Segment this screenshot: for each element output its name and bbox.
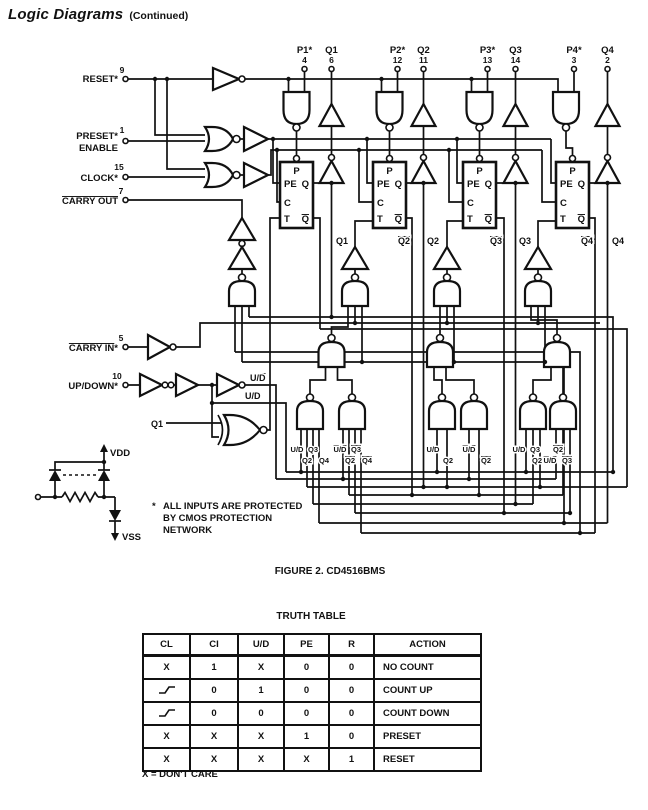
- cell-cl: X: [143, 656, 190, 680]
- cell-ci: 0: [190, 679, 238, 702]
- cell-ud: 0: [238, 702, 284, 725]
- svg-text:T: T: [560, 214, 566, 225]
- svg-text:Q3: Q3: [529, 445, 541, 454]
- left-pin-labels: [62, 65, 125, 392]
- decode-nand-gates: [297, 394, 576, 429]
- svg-text:T: T: [467, 214, 473, 225]
- cell-ud: X: [238, 748, 284, 771]
- svg-text:PE: PE: [284, 179, 297, 190]
- svg-text:NETWORK: NETWORK: [163, 525, 213, 536]
- pin-number: 10: [112, 371, 122, 381]
- cell-ud: X: [238, 725, 284, 748]
- pin-number: 15: [114, 162, 124, 172]
- pin-label: Q2: [417, 45, 430, 56]
- pin-label-preset: PRESET*: [76, 131, 118, 142]
- svg-text:Q2: Q2: [427, 236, 440, 246]
- pin-number: 5: [118, 333, 124, 343]
- up-down-inverters: [140, 374, 245, 396]
- rail-labels: [336, 236, 624, 246]
- pin-number: 11: [419, 55, 428, 65]
- buffer-clock: [244, 163, 268, 187]
- cell-ci: 1: [190, 656, 238, 680]
- svg-text:P: P: [569, 166, 576, 177]
- svg-text:Q2: Q2: [344, 456, 356, 465]
- pin-label-enable: ENABLE: [78, 143, 118, 154]
- svg-text:Q4: Q4: [580, 236, 593, 246]
- cell-ci: X: [190, 725, 238, 748]
- truth-table: [142, 633, 482, 772]
- table-row: [143, 725, 481, 748]
- svg-text:PE: PE: [377, 179, 390, 190]
- title-text: Logic Diagrams: [8, 6, 124, 23]
- svg-text:C: C: [377, 198, 384, 209]
- pin-label-reset: RESET*: [82, 74, 118, 85]
- pin-number: 14: [510, 55, 521, 65]
- bubble: [233, 172, 240, 179]
- cell-pe: X: [284, 748, 329, 771]
- truth-table-header-row: [143, 634, 481, 656]
- vdd-arrow: [100, 444, 108, 452]
- truth-table-title: TRUTH TABLE: [276, 611, 346, 622]
- pin-number: 3: [571, 55, 577, 65]
- svg-text:Q2: Q2: [552, 445, 564, 454]
- vss-label: VSS: [122, 532, 142, 543]
- svg-text:Q4: Q4: [612, 236, 625, 246]
- figure-caption: FIGURE 2. CD4516BMS: [274, 566, 386, 577]
- pin-label: Q4: [601, 45, 614, 56]
- cell-cl: [143, 679, 190, 702]
- cell-r: 0: [329, 702, 374, 725]
- table-row: [143, 748, 481, 771]
- top-pin-labels: [297, 45, 615, 65]
- svg-text:P: P: [386, 166, 393, 177]
- svg-text:Q3: Q3: [561, 456, 573, 465]
- cell-r: 0: [329, 679, 374, 702]
- svg-text:Q: Q: [394, 214, 402, 225]
- col-header: CI: [190, 634, 238, 656]
- svg-text:Q: Q: [577, 179, 585, 190]
- ud-bar-label: U/D: [250, 373, 266, 383]
- pin-label-carry-out: CARRY OUT: [62, 196, 118, 207]
- q1-label: Q1: [150, 419, 163, 429]
- svg-text:T: T: [284, 214, 290, 225]
- col-header: U/D: [238, 634, 284, 656]
- col-header: CL: [143, 634, 190, 656]
- svg-text:Q2: Q2: [531, 456, 543, 465]
- vss-arrow: [111, 533, 119, 541]
- col-header: PE: [284, 634, 329, 656]
- svg-text:Q: Q: [301, 214, 309, 225]
- svg-text:PE: PE: [560, 179, 573, 190]
- vdd-label: VDD: [110, 448, 131, 459]
- bubble: [239, 76, 245, 82]
- table-row: [143, 656, 481, 680]
- pin-label-carry-in: CARRY IN*: [68, 343, 118, 354]
- svg-text:U/D: U/D: [543, 456, 557, 465]
- pin-label: P1*: [296, 45, 313, 56]
- cell-cl: X: [143, 748, 190, 771]
- table-footnote: X = DON'T CARE: [142, 769, 218, 780]
- nor-preset: [205, 127, 233, 151]
- svg-text:ALL INPUTS ARE PROTECTED: ALL INPUTS ARE PROTECTED: [163, 501, 303, 512]
- pin-number: 1: [119, 125, 125, 135]
- buffer-preset: [244, 127, 268, 151]
- carry-out-chain: [229, 218, 255, 306]
- svg-text:Q: Q: [301, 179, 309, 190]
- cell-pe: 0: [284, 679, 329, 702]
- ud-label: U/D: [245, 391, 261, 401]
- svg-text:Q3: Q3: [307, 445, 319, 454]
- pin-label: P4*: [566, 45, 582, 56]
- cell-action: COUNT DOWN: [374, 702, 481, 725]
- svg-text:U/D: U/D: [426, 445, 440, 454]
- pin-number: 9: [119, 65, 125, 75]
- svg-text:Q2: Q2: [480, 456, 492, 465]
- svg-text:Q3: Q3: [519, 236, 532, 246]
- title-continued: (Continued): [129, 10, 189, 22]
- svg-text:BY CMOS PROTECTION: BY CMOS PROTECTION: [163, 513, 273, 524]
- svg-text:P: P: [476, 166, 483, 177]
- svg-text:Q3: Q3: [350, 445, 362, 454]
- svg-text:Q: Q: [484, 179, 492, 190]
- cell-pe: 0: [284, 656, 329, 680]
- svg-text:C: C: [467, 198, 474, 209]
- col-header: ACTION: [374, 634, 481, 656]
- svg-text:P: P: [293, 166, 300, 177]
- svg-text:T: T: [377, 214, 383, 225]
- pin-number: 7: [118, 186, 124, 196]
- svg-text:Q: Q: [394, 179, 402, 190]
- svg-text:Q: Q: [577, 214, 585, 225]
- rising-edge-icon: [158, 708, 176, 718]
- svg-text:Q2: Q2: [442, 456, 454, 465]
- cell-cl: X: [143, 725, 190, 748]
- svg-text:C: C: [560, 198, 567, 209]
- pin-label-up-down: UP/DOWN*: [68, 381, 118, 392]
- toggle-chains: [342, 247, 551, 306]
- col-header: R: [329, 634, 374, 656]
- resistor: [62, 493, 98, 502]
- svg-text:Q2: Q2: [397, 236, 410, 246]
- cell-r: 0: [329, 725, 374, 748]
- svg-text:U/D: U/D: [333, 445, 347, 454]
- inverter-reset: [213, 68, 239, 90]
- cell-action: RESET: [374, 748, 481, 771]
- svg-text:Q4: Q4: [318, 456, 330, 465]
- svg-text:Q2: Q2: [301, 456, 313, 465]
- svg-text:U/D: U/D: [462, 445, 476, 454]
- pin-label: P3*: [479, 45, 496, 56]
- pin-number: 4: [302, 55, 307, 65]
- svg-text:*: *: [152, 501, 156, 512]
- cell-ci: X: [190, 748, 238, 771]
- cell-action: COUNT UP: [374, 679, 481, 702]
- pin-label: Q3: [509, 45, 522, 56]
- rising-edge-icon: [158, 685, 176, 695]
- inverter-carry-in: [148, 335, 170, 359]
- pin-number: 12: [392, 55, 403, 65]
- gate-input-labels: [291, 445, 572, 465]
- pin-label: Q1: [325, 45, 338, 56]
- svg-text:Q: Q: [484, 214, 492, 225]
- nor-clock: [205, 163, 233, 187]
- cell-pe: 0: [284, 702, 329, 725]
- svg-text:PE: PE: [467, 179, 480, 190]
- pin-label: P2*: [389, 45, 406, 56]
- cell-pe: 1: [284, 725, 329, 748]
- xnor-gate: [218, 415, 267, 445]
- table-row: [143, 679, 481, 702]
- svg-text:U/D: U/D: [512, 445, 526, 454]
- cell-r: 1: [329, 748, 374, 771]
- cell-r: 0: [329, 656, 374, 680]
- bubble: [170, 344, 176, 350]
- cell-action: NO COUNT: [374, 656, 481, 680]
- pin-number: 13: [482, 55, 493, 65]
- cell-ud: X: [238, 656, 284, 680]
- pin-label-clock: CLOCK*: [80, 173, 118, 184]
- cell-ud: 1: [238, 679, 284, 702]
- pin-number: 6: [329, 55, 334, 65]
- svg-text:Q3: Q3: [489, 236, 502, 246]
- cell-cl: [143, 702, 190, 725]
- pin-number: 2: [605, 55, 610, 65]
- bubble: [233, 136, 240, 143]
- cell-action: PRESET: [374, 725, 481, 748]
- cell-ci: 0: [190, 702, 238, 725]
- svg-text:U/D: U/D: [290, 445, 304, 454]
- svg-text:C: C: [284, 198, 291, 209]
- table-row: [143, 702, 481, 725]
- svg-text:Q4: Q4: [361, 456, 373, 465]
- protection-note: [152, 501, 302, 536]
- svg-text:Q1: Q1: [336, 236, 349, 246]
